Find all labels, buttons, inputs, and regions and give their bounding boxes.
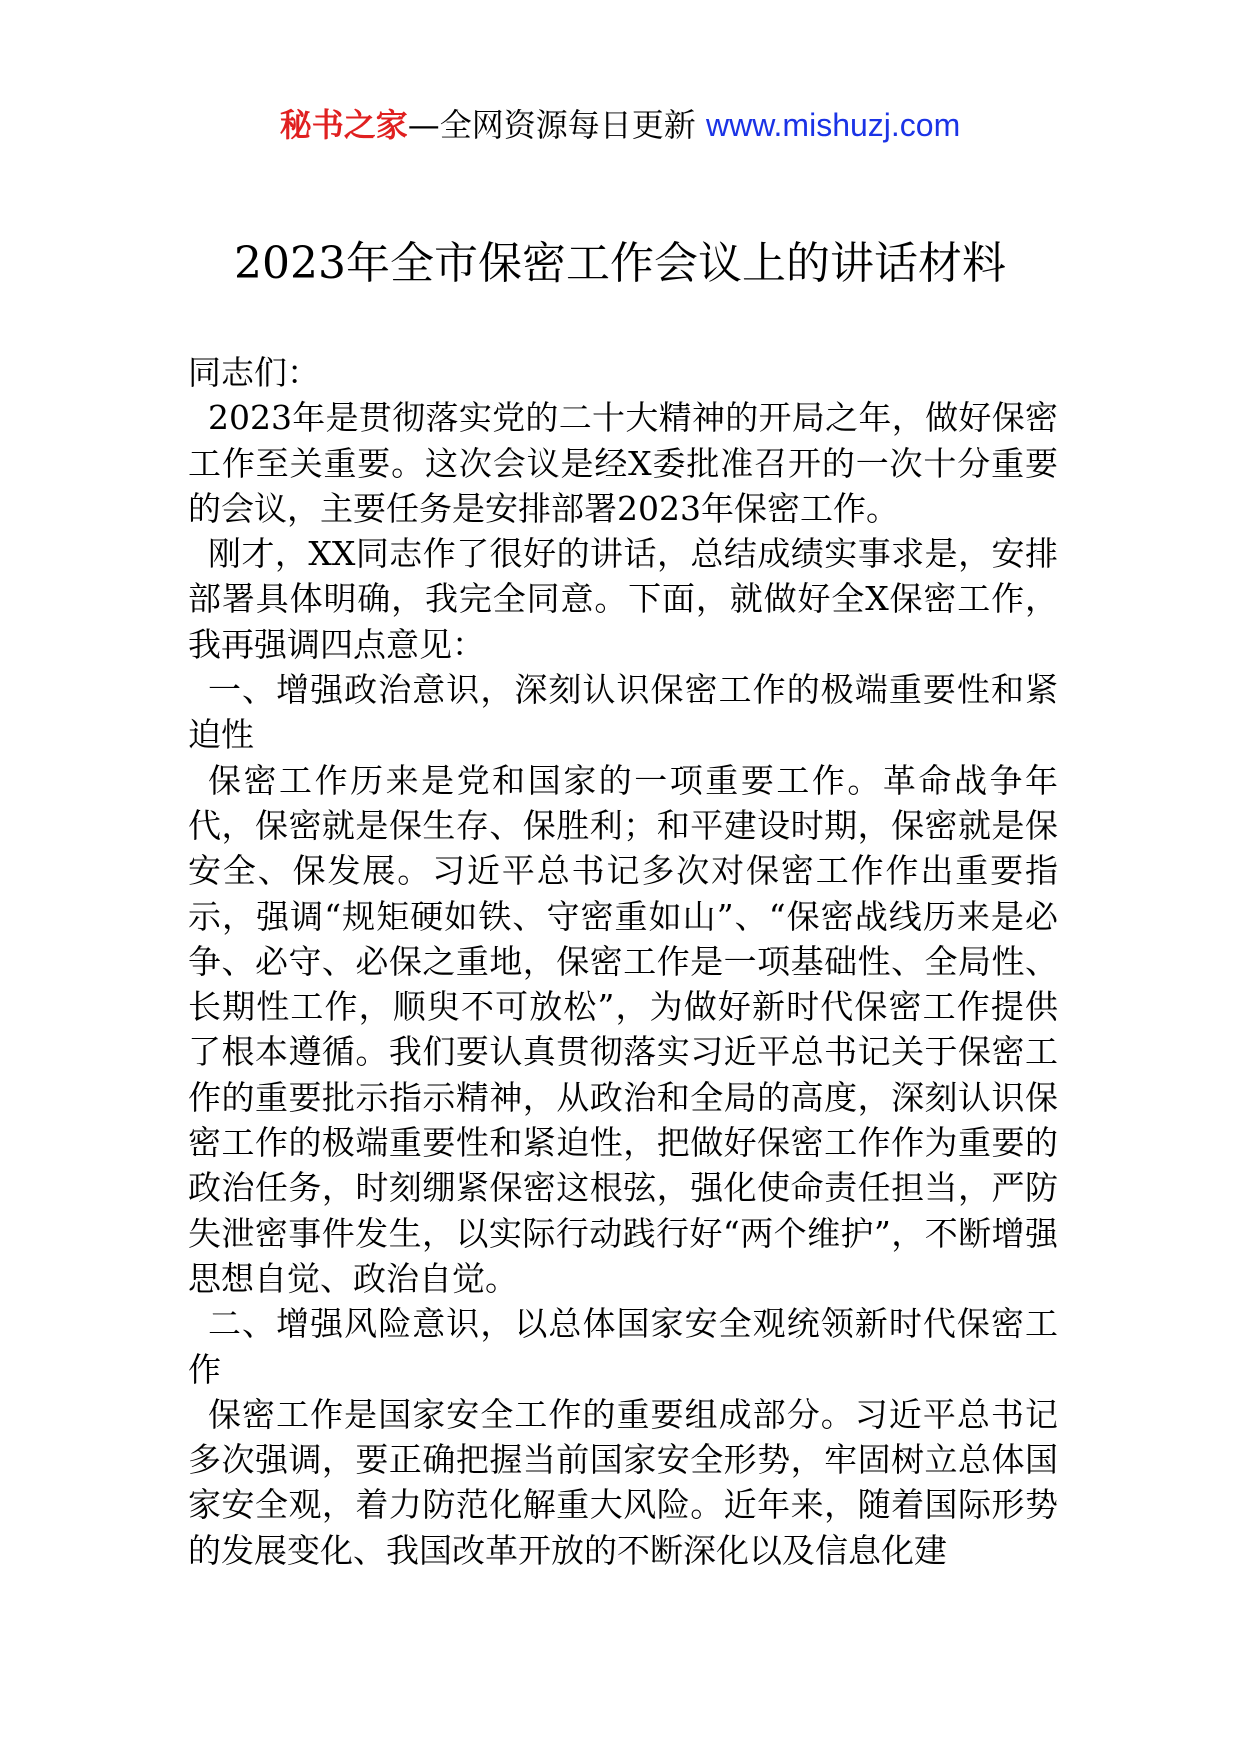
paragraph: 保密工作历来是党和国家的一项重要工作。革命战争年代，保密就是保生存、保胜利；和平建设时期，保密就是保安全、保发展。习近平总书记多次对保密工作作出重要指示，强调“规矩硬如铁、守密重如山”、“保密战线历来是必争、必守、必保之重地，保密工作是一项基础性、全局性、长期性工作，顺臾不可放松”，为做好新时代保密工作提供了根本遵循。我们要认真贯彻落实习近平总书记关于保密工作的重要批示指示精神，从政治和全局的高度，深刻认识保密工作的极端重要性和紧迫性，把做好保密工作作为重要的政治任务，时刻绷紧保密这根弦，强化使命责任担当，严防失泄密事件发生，以实际行动践行好“两个维护”，不断增强思想自觉、政治自觉。 xyxy=(188,760,1058,1298)
paragraph: 2023年是贯彻落实党的二十大精神的开局之年，做好保密工作至关重要。这次会议是经X委批准召开的一次十分重要的会议，主要任务是安排部署2023年保密工作。 xyxy=(188,398,1058,528)
brand-name: 秘书之家 xyxy=(279,106,408,144)
paragraph: 刚才，XX同志作了很好的讲话，总结成绩实事求是，安排部署具体明确，我完全同意。下面，就做好全X保密工作，我再强调四点意见： xyxy=(188,534,1058,664)
section-heading: 二、增强风险意识，以总体国家安全观统领新时代保密工作 xyxy=(188,1304,1058,1389)
site-banner xyxy=(0,98,1240,152)
paragraph: 保密工作是国家安全工作的重要组成部分。习近平总书记多次强调，要正确把握当前国家安全形势，牢固树立总体国家安全观，着力防范化解重大风险。近年来，随着国际形势的发展变化、我国改革开放的不断深化以及信息化建 xyxy=(188,1394,1058,1570)
salutation: 同志们： xyxy=(188,353,320,392)
site-link[interactable]: www.mishuzj.com xyxy=(705,107,961,143)
section-heading: 一、增强政治意识，深刻认识保密工作的极端重要性和紧迫性 xyxy=(188,670,1058,755)
document-body xyxy=(188,350,1058,1573)
banner-tagline: —全网资源每日更新 xyxy=(407,106,696,144)
document-title: 2023年全市保密工作会议上的讲话材料 xyxy=(234,238,1006,289)
